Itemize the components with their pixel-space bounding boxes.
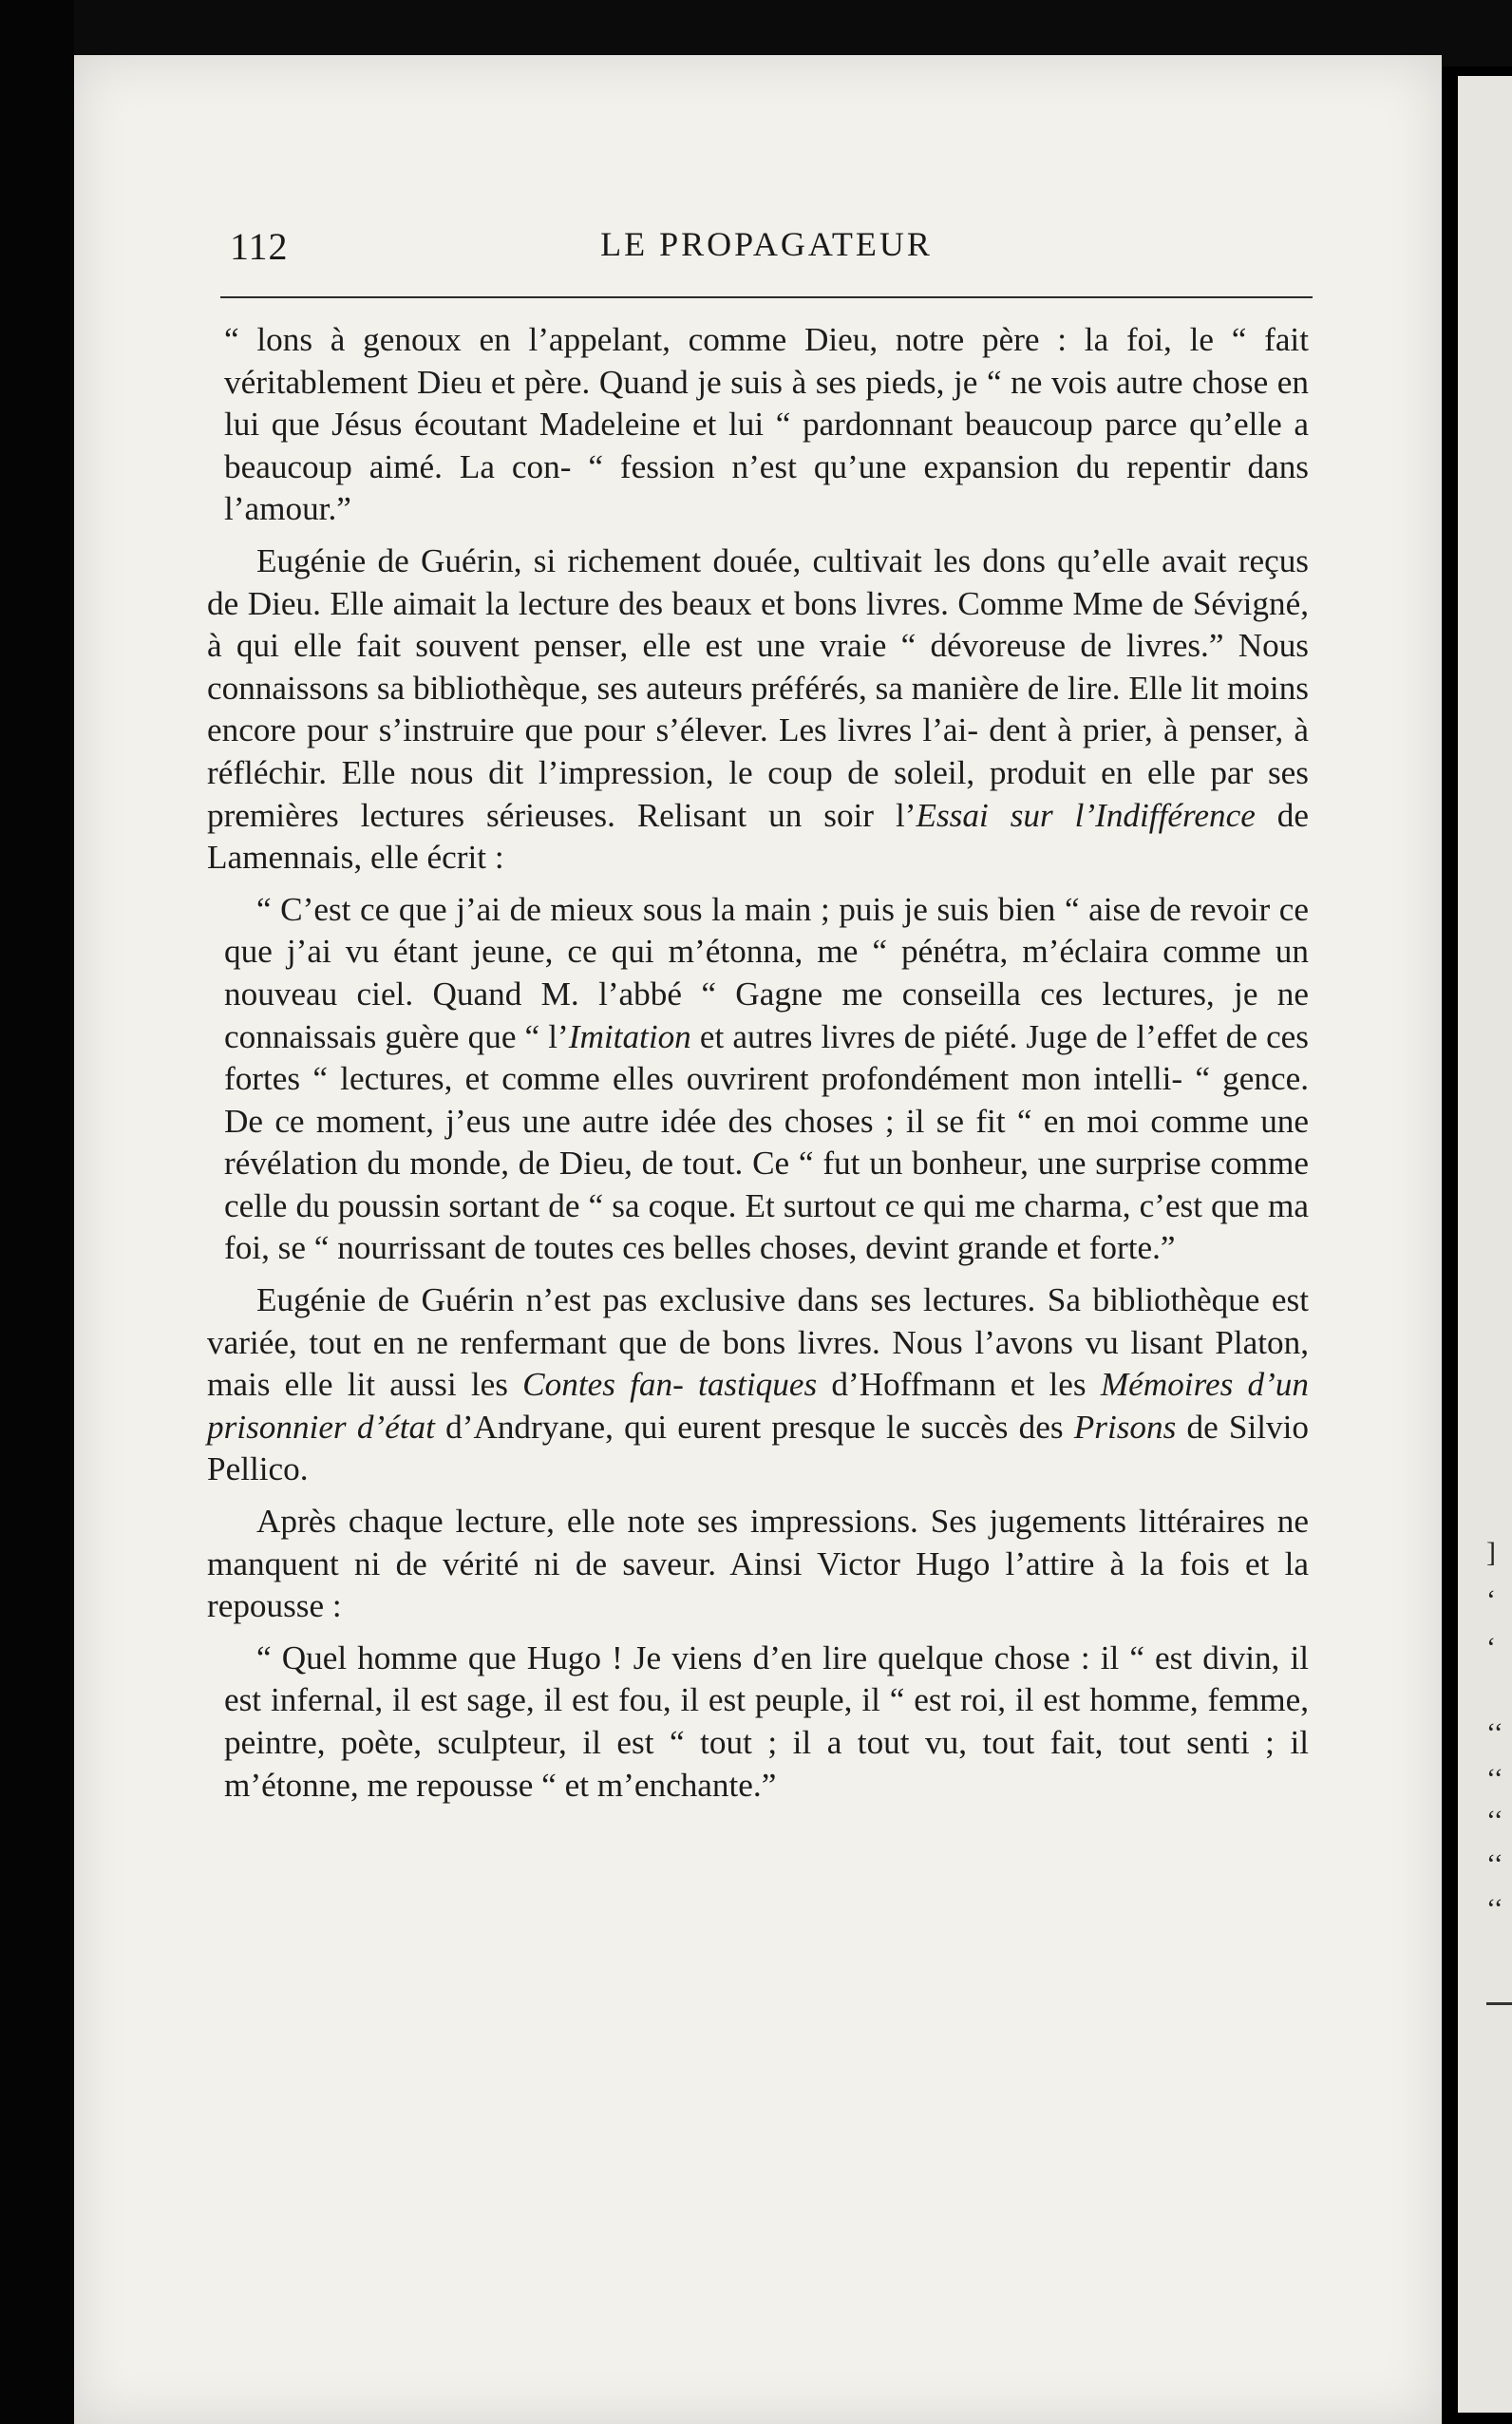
text-run: d’Andryane, qui eurent presque le succès des: [434, 1408, 1074, 1446]
adjacent-page-glyph: ‘‘: [1486, 1763, 1503, 1794]
adjacent-page-glyph: ‘‘: [1486, 1717, 1503, 1749]
paragraph: [207, 1279, 1309, 1491]
italic-title: Prisons: [1073, 1408, 1177, 1446]
text-run: “ Quel homme que Hugo ! Je viens d’en lire quelque chose : il “ est divin, il est infernal, il est sage, il est fou, il est peuple, il “ est roi, il est homme, femme, peintre, poète, sculpteur, il est “ tout ; il a tout vu, tout fait, tout senti ; il m’étonne, me repousse “ et m’enchante.”: [224, 1638, 1309, 1804]
adjacent-page-glyph: ]: [1486, 1537, 1496, 1568]
text-run: de Silvio Pellico.: [207, 1408, 1309, 1488]
page-number: 112: [230, 225, 289, 268]
adjacent-page-glyph: ‘‘: [1486, 1848, 1503, 1880]
text-run: Eugénie de Guérin n’est pas exclusive dans ses lectures. Sa bibliothèque est variée, tout en ne renfermant que de bons livres. Nous l’avons vu lisant Platon, mais elle lit aussi les: [207, 1281, 1309, 1404]
quotation: [207, 889, 1309, 1270]
italic-title: Imitation: [568, 1017, 691, 1055]
body-text: [207, 319, 1309, 1807]
text-run: “ C’est ce que j’ai de mieux sous la main ; puis je suis bien “ aise de revoir ce que j’ai vu étant jeune, ce qui m’étonna, me “ pénétra, m’éclaira comme un nouveau ciel. Quand M. l’abbé “ Gagne me conseilla ces lectures, je ne connaissais guère que “ l’: [224, 890, 1309, 1055]
quotation: [207, 319, 1309, 531]
italic-title: Mémoires d’un prisonnier d’état: [207, 1366, 1309, 1446]
text-run: et autres livres de piété. Juge de l’effet de ces fortes “ lectures, et comme elles ouvrirent profondément mon intelli- “ gence. De ce moment, j’eus une autre idée des choses ; il se fit “ en moi comme une révélation du monde, de Dieu, de tout. Ce “ fut un bonheur, une surprise comme celle du poussin sortant de “ sa coque. Et surtout ce qui me charma, c’est que ma foi, se “ nourrissant de toutes ces belles choses, devint grande et forte.”: [224, 1017, 1309, 1267]
text-run: de Lamennais, elle écrit :: [207, 796, 1309, 877]
adjacent-page-rule: [1486, 2002, 1512, 2005]
adjacent-page-edge: [1458, 76, 1512, 2413]
italic-title: Contes fan- tastiques: [522, 1366, 818, 1404]
text-run: Après chaque lecture, elle note ses impressions. Ses jugements littéraires ne manquent ni de vérité ni de saveur. Ainsi Victor Hugo l’attire à la fois et la repousse :: [207, 1503, 1309, 1625]
italic-title: Essai sur l’Indifférence: [916, 796, 1256, 834]
scan-border-left: [0, 0, 74, 2424]
text-run: Eugénie de Guérin, si richement douée, cultivait les dons qu’elle avait reçus de Dieu. Elle aimait la lecture des beaux et bons livres. Comme Mme de Sévigné, à qui elle fait souvent penser, elle est une vraie “ dévoreuse de livres.” Nous connaissons sa bibliothèque, ses auteurs préférés, sa manière de lire. Elle lit moins encore pour s’instruire que pour s’élever. Les livres l’ai- dent à prier, à penser, à réfléchir. Elle nous dit l’impression, le coup de soleil, produit en elle par ses premières lectures sérieuses. Relisant un soir l’: [207, 541, 1309, 834]
adjacent-page-glyph: ‘: [1486, 1632, 1496, 1663]
paragraph: [207, 1501, 1309, 1628]
running-title: LE PROPAGATEUR: [600, 225, 933, 263]
text-run: d’Hoffmann et les: [817, 1366, 1101, 1404]
page-header: [230, 224, 1303, 272]
quotation: [207, 1638, 1309, 1807]
header-rule: [220, 296, 1313, 298]
text-run: “ lons à genoux en l’appelant, comme Dieu, notre père : la foi, le “ fait véritablement Dieu et père. Quand je suis à ses pieds, je “ ne vois autre chose en lui que Jésus écoutant Madeleine et lui “ pardonnant beaucoup parce qu’elle a beaucoup aimé. La con- “ fession n’est qu’une expansion du repentir dans l’amour.”: [224, 321, 1309, 528]
adjacent-page-glyph: ‘‘: [1486, 1893, 1503, 1924]
paragraph: [207, 540, 1309, 880]
adjacent-page-glyph: ‘‘: [1486, 1805, 1503, 1836]
adjacent-page-glyph: ‘: [1486, 1584, 1496, 1616]
